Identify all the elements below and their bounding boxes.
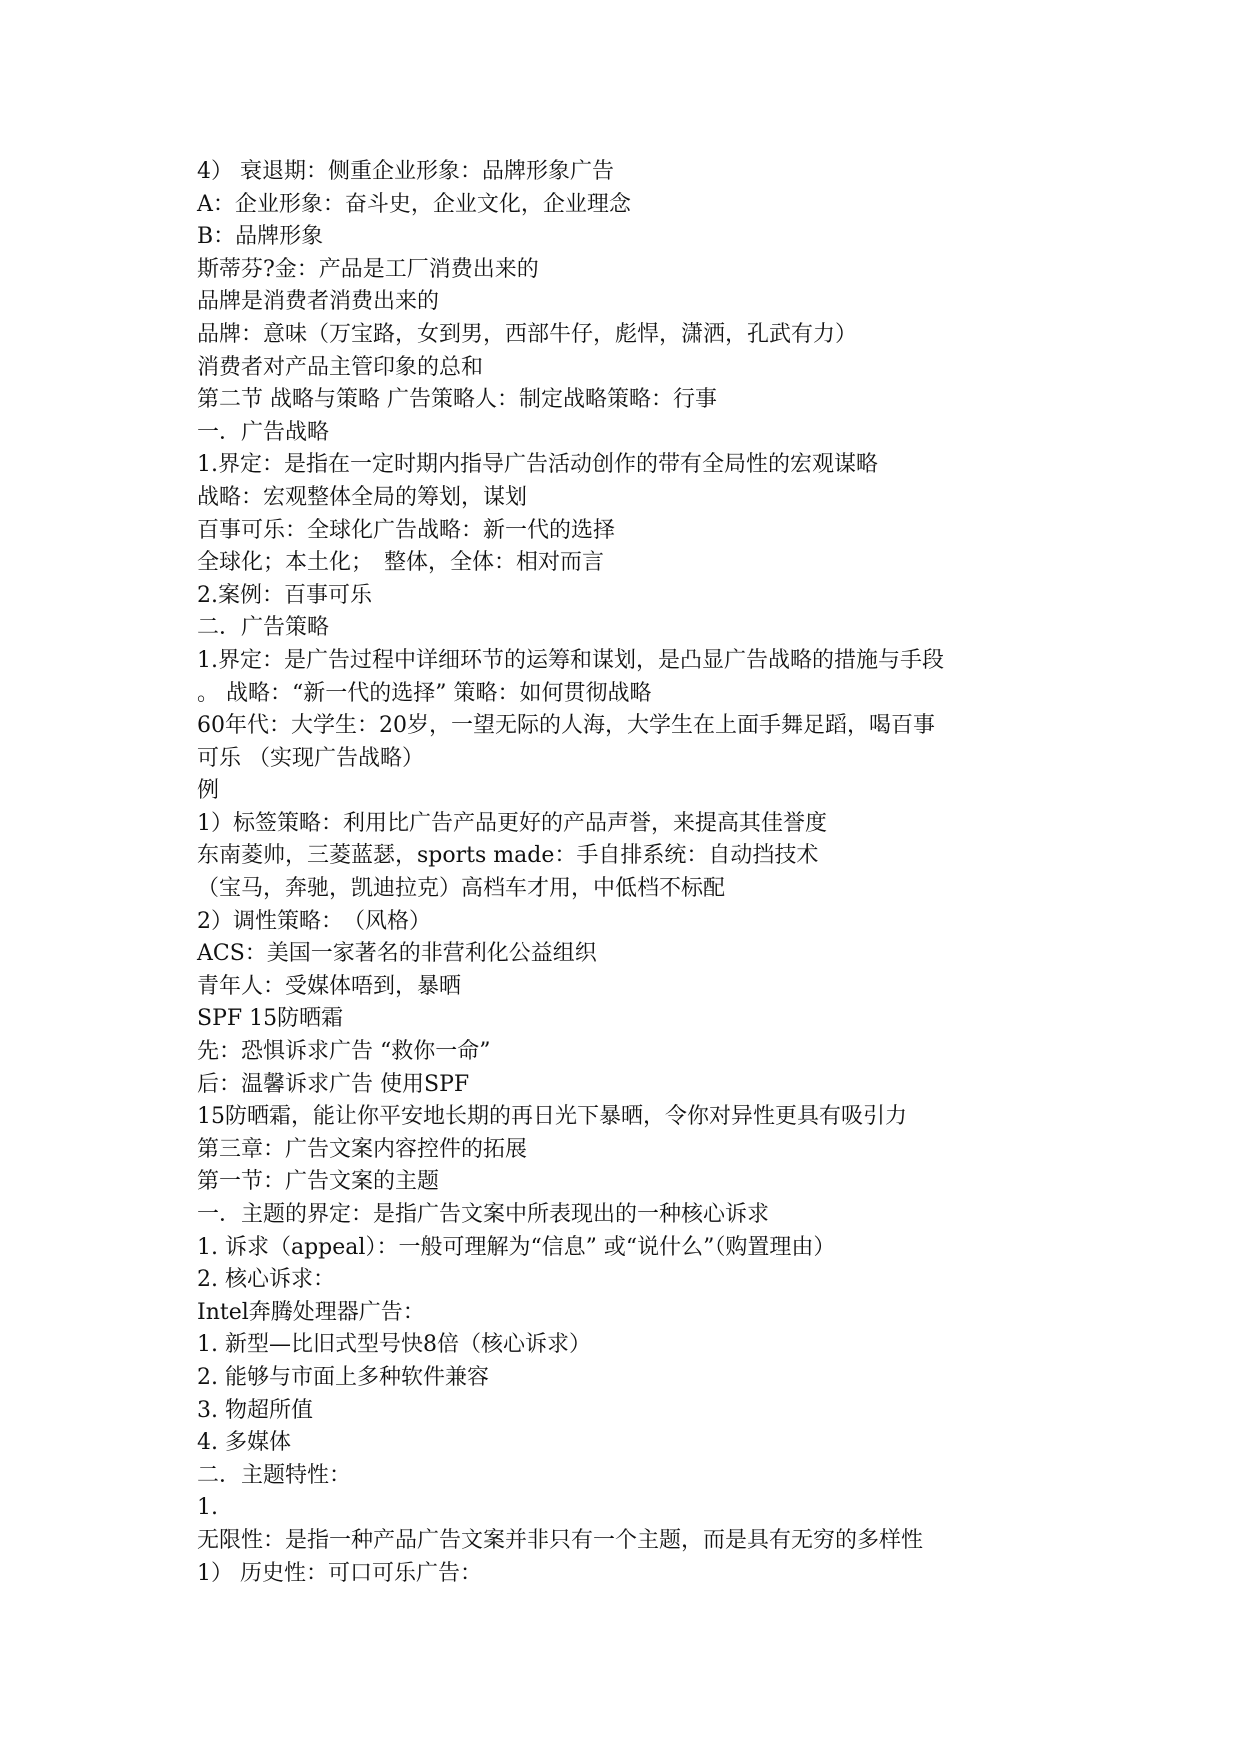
text-line: 先：恐惧诉求广告 “救你一命” — [197, 1039, 491, 1065]
text-line: 战略：宏观整体全局的筹划，谋划 — [197, 484, 528, 510]
text-line: 2.案例：百事可乐 — [197, 582, 372, 608]
text-line: 1. 新型—比旧式型号快8倍（核心诉求） — [197, 1332, 591, 1358]
text-line: SPF 15防晒霜 — [197, 1006, 344, 1032]
text-line: A：企业形象：奋斗史，企业文化，企业理念 — [197, 191, 631, 217]
text-line: 无限性：是指一种产品广告文案并非只有一个主题，而是具有无穷的多样性 — [197, 1527, 924, 1553]
text-line: Intel奔腾处理器广告： — [197, 1299, 425, 1325]
text-line: 1） 历史性：可口可乐广告： — [197, 1560, 482, 1586]
document-body — [197, 156, 1077, 1590]
text-line: 品牌：意味（万宝路，女到男，西部牛仔，彪悍，潇洒，孔武有力） — [197, 321, 858, 347]
text-line: 1）标签策略：利用比广告产品更好的产品声誉，来提高其佳誉度 — [197, 810, 827, 836]
text-line: 青年人：受媒体唔到，暴晒 — [197, 973, 462, 999]
text-line: 4） 衰退期：侧重企业形象：品牌形象广告 — [197, 159, 614, 184]
text-line: 1. — [197, 1495, 218, 1521]
text-line: 第三章：广告文案内容控件的拓展 — [197, 1136, 528, 1162]
text-line: 斯蒂芬?金：产品是工厂消费出来的 — [197, 256, 539, 282]
text-line: 例 — [197, 778, 220, 804]
text-line: 二．广告策略 — [197, 615, 330, 641]
text-line: 品牌是消费者消费出来的 — [197, 289, 440, 315]
text-line: 2. 能够与市面上多种软件兼容 — [197, 1364, 489, 1390]
text-line: 一．主题的界定：是指广告文案中所表现出的一种核心诉求 — [197, 1202, 770, 1227]
text-line: ACS：美国一家著名的非营利化公益组织 — [197, 941, 597, 967]
text-line: 百事可乐：全球化广告战略：新一代的选择 — [197, 517, 616, 543]
text-line: 后：温馨诉求广告 使用SPF — [197, 1071, 470, 1097]
text-line: 1.界定：是广告过程中详细环节的运筹和谋划，是凸显广告战略的措施与手段 — [197, 647, 944, 673]
text-line: 4. 多媒体 — [197, 1430, 291, 1456]
text-line: 60年代：大学生：20岁，一望无际的人海，大学生在上面手舞足蹈，喝百事 — [197, 713, 935, 739]
text-line: 1.界定：是指在一定时期内指导广告活动创作的带有全局性的宏观谋略 — [197, 452, 878, 478]
text-line: 2. 核心诉求： — [197, 1267, 335, 1293]
text-line: 15防晒霜，能让你平安地长期的再日光下暴晒，令你对异性更具有吸引力 — [197, 1104, 907, 1130]
text-line: 1. 诉求（appeal）：一般可理解为“信息” 或“说什么”（购置理由） — [197, 1234, 836, 1260]
text-line: 第一节：广告文案的主题 — [197, 1169, 440, 1195]
text-line: 。 战略：“新一代的选择” 策略：如何贯彻战略 — [197, 680, 652, 706]
text-line: （宝马，奔驰，凯迪拉克）高档车才用，中低档不标配 — [197, 876, 726, 902]
text-line: 一．广告战略 — [197, 419, 330, 445]
text-line: B：品牌形象 — [197, 224, 324, 250]
text-line: 2）调性策略： （风格） — [197, 908, 431, 934]
text-line: 消费者对产品主管印象的总和 — [197, 354, 484, 380]
text-line: 3. 物超所值 — [197, 1397, 313, 1423]
text-line: 可乐 （实现广告战略） — [197, 745, 424, 771]
text-line: 第二节 战略与策略 广告策略人：制定战略策略：行事 — [197, 387, 717, 413]
text-line: 二．主题特性： — [197, 1462, 352, 1488]
text-line: 全球化；本土化； 整体，全体：相对而言 — [197, 550, 605, 576]
text-line: 东南菱帅，三菱蓝瑟，sports made：手自排系统：自动挡技术 — [197, 843, 819, 869]
